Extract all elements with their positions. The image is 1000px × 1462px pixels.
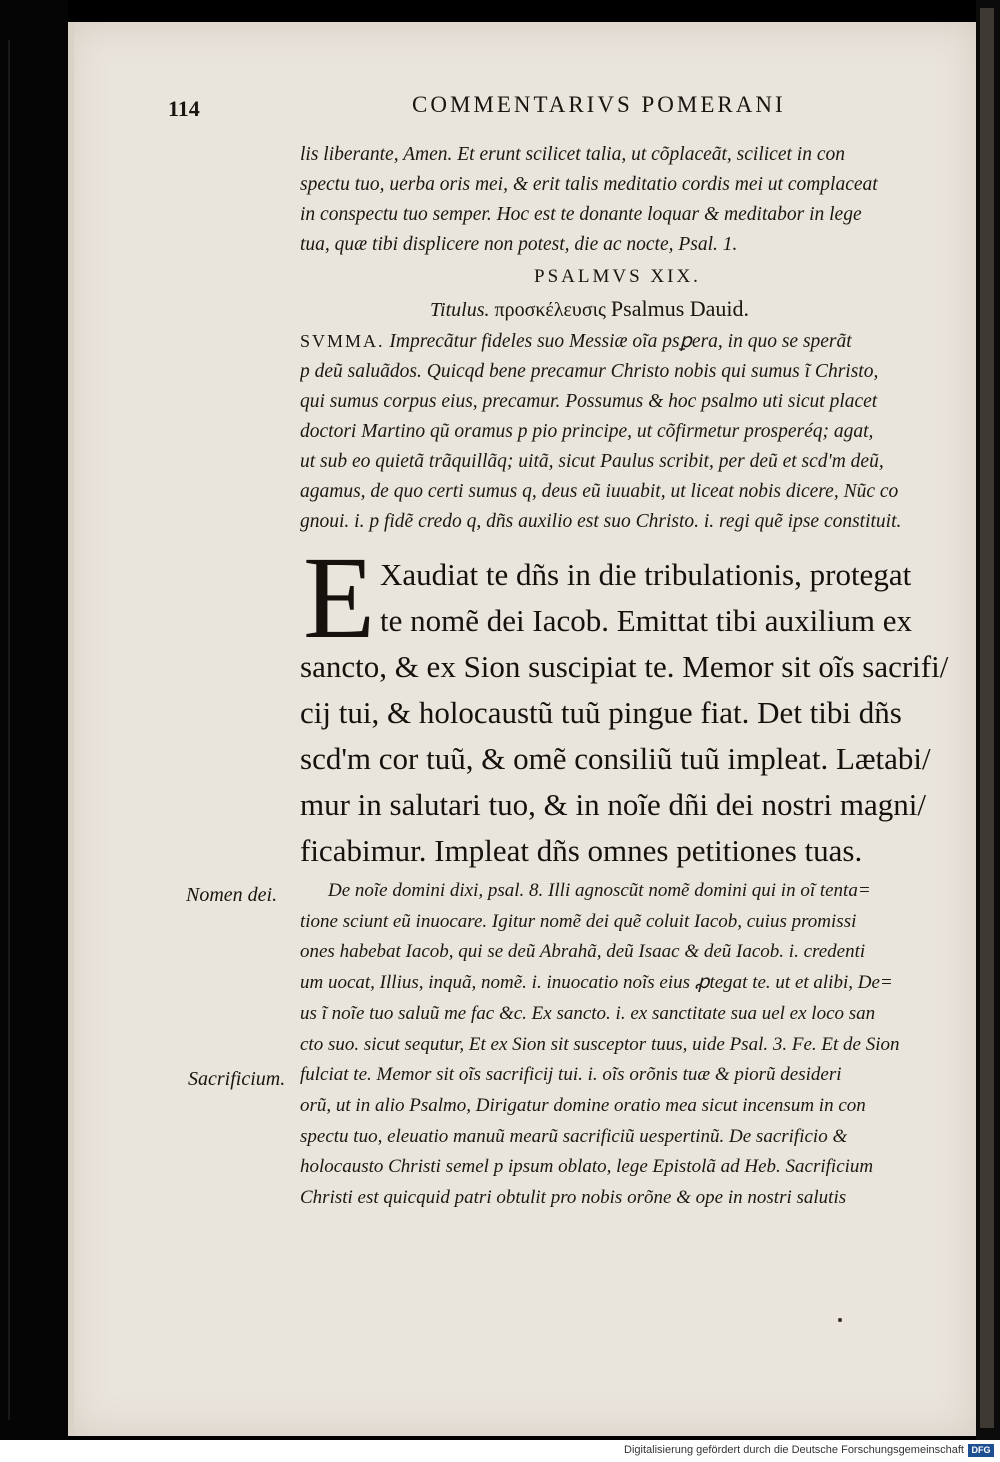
text-line: cij tui, & holocaustũ tuũ pingue fiat. Det tibi dñs: [300, 695, 902, 730]
page-edge-strip: [980, 8, 994, 1428]
text-line: sancto, & ex Sion suscipiat te. Memor sit oĩs sacrifi/: [300, 649, 949, 684]
text-line: De noĩe domini dixi, psal. 8. Illi agnoscũt nomẽ domini qui in oĩ tenta=: [328, 880, 871, 901]
dfg-logo: DFG: [968, 1444, 994, 1457]
margin-note-sacrificium: Sacrificium.: [188, 1068, 286, 1090]
titulus-greek: προσκέλευσις: [494, 299, 606, 321]
margin-note-nomen: Nomen dei.: [186, 884, 278, 906]
text-line: te nomẽ dei Iacob. Emittat tibi auxilium ex: [380, 603, 913, 638]
text-line: ones habebat Iacob, qui se deũ Abrahã, deũ Isaac & deũ Iacob. i. credenti: [300, 941, 866, 963]
titulus-line: [430, 296, 749, 322]
text-line: ficabimur. Impleat dñs omnes petitiones tuas.: [300, 833, 863, 868]
text-line: tione sciunt eũ inuocare. Igitur nomẽ dei quẽ coluit Iacob, cuius promissi: [300, 910, 857, 932]
page-left-edge: [68, 22, 74, 1436]
titulus-text: Psalmus Dauid.: [610, 296, 750, 321]
text-line: orũ, ut in alio Psalmo, Dirigatur domine oratio mea sicut incensum in con: [300, 1094, 866, 1116]
text-line: lis liberante, Amen. Et erunt scilicet talia, ut cõplaceãt, scilicet in con: [300, 144, 845, 165]
left-background: [0, 0, 68, 1440]
text-line: um uocat, Illius, inquã, nomẽ. i. inuocatio noĩs eius ꝓtegat te. ut et alibi, De=: [300, 972, 893, 994]
commentary-block: [300, 876, 950, 1214]
text-line: holocausto Christi semel p ipsum oblato, lege Epistolã ad Heb. Sacrificium: [300, 1156, 874, 1178]
text-line: spectu tuo, uerba oris mei, & erit talis meditatio cordis mei ut complaceat: [300, 174, 878, 195]
text-line: scd'm cor tuũ, & omẽ consiliũ tuũ impleat. Lætabi/: [300, 741, 931, 776]
text-line: ut sub eo quietã trãquillãq; uitã, sicut Paulus scribit, per deũ et scd'm deũ,: [300, 451, 884, 472]
right-page-edge: [976, 0, 1000, 1440]
text-line: gnoui. i. p fidẽ credo q, dñs auxilio est suo Christo. i. regi quẽ ipse constituit.: [300, 511, 902, 532]
text-line: Christi est quicquid patri obtulit pro nobis orõne & ope in nostri salutis: [300, 1187, 847, 1209]
text-line: tua, quæ tibi displicere non potest, die ac nocte, Psal. 1.: [300, 234, 738, 255]
titulus-label: Titulus.: [430, 299, 490, 321]
psalm-verse-block: [300, 532, 960, 874]
text-line: doctori Martino qũ oramus p pio principe, ut cõfirmetur prosperéq; agat,: [300, 421, 874, 442]
ink-speck: [838, 1318, 842, 1322]
text-line: Xaudiat te dñs in die tribulationis, protegat: [380, 557, 912, 592]
footer-credit: Digitalisierung gefördert durch die Deutsche Forschungsgemeinschaft: [624, 1444, 964, 1456]
text-line: qui sumus corpus eius, precamur. Possumus & hoc psalmo uti sicut placet: [300, 391, 878, 412]
text-line: mur in salutari tuo, & in noĩe dñi dei nostri magni/: [300, 787, 926, 822]
text-line: us ĩ noĩe tuo saluũ me fac &c. Ex sancto. i. ex sanctitate sua uel ex loco san: [300, 1002, 876, 1024]
summa-label: SVMMA.: [300, 331, 385, 351]
text-line: Imprecãtur fideles suo Messiæ oĩa psꝑera, in quo se sperãt: [389, 331, 852, 352]
text-line: spectu tuo, eleuatio manuũ mearũ sacrificiũ uespertinũ. De sacrificio &: [300, 1125, 848, 1147]
text-line: cto suo. sicut sequtur, Et ex Sion sit susceptor tuus, uide Psal. 3. Fe. Et de Sion: [300, 1033, 900, 1055]
text-line: fulciat te. Memor sit oĩs sacrificij tui. i. oĩs orõnis tuæ & piorũ desideri: [300, 1064, 842, 1086]
summa-first-line: [300, 326, 950, 357]
text-line: agamus, de quo certi sumus q, deus eũ iuuabit, ut liceat nobis dicere, Nũc co: [300, 481, 899, 502]
text-line: in conspectu tuo semper. Hoc est te donante loquar & meditabor in lege: [300, 204, 862, 225]
page-number: 114: [168, 96, 200, 121]
binding-edge: [8, 40, 10, 1420]
top-text-block: [300, 140, 950, 260]
psalm-title: PSALMVS XIX.: [534, 266, 701, 287]
running-head: COMMENTARIVS POMERANI: [412, 92, 786, 117]
text-line: p deũ saluãdos. Quicqd bene precamur Christo nobis qui sumus ĩ Christo,: [300, 361, 879, 382]
footer-bar: [0, 1440, 1000, 1462]
drop-capital: E: [303, 532, 376, 663]
summa-block: [300, 326, 950, 537]
